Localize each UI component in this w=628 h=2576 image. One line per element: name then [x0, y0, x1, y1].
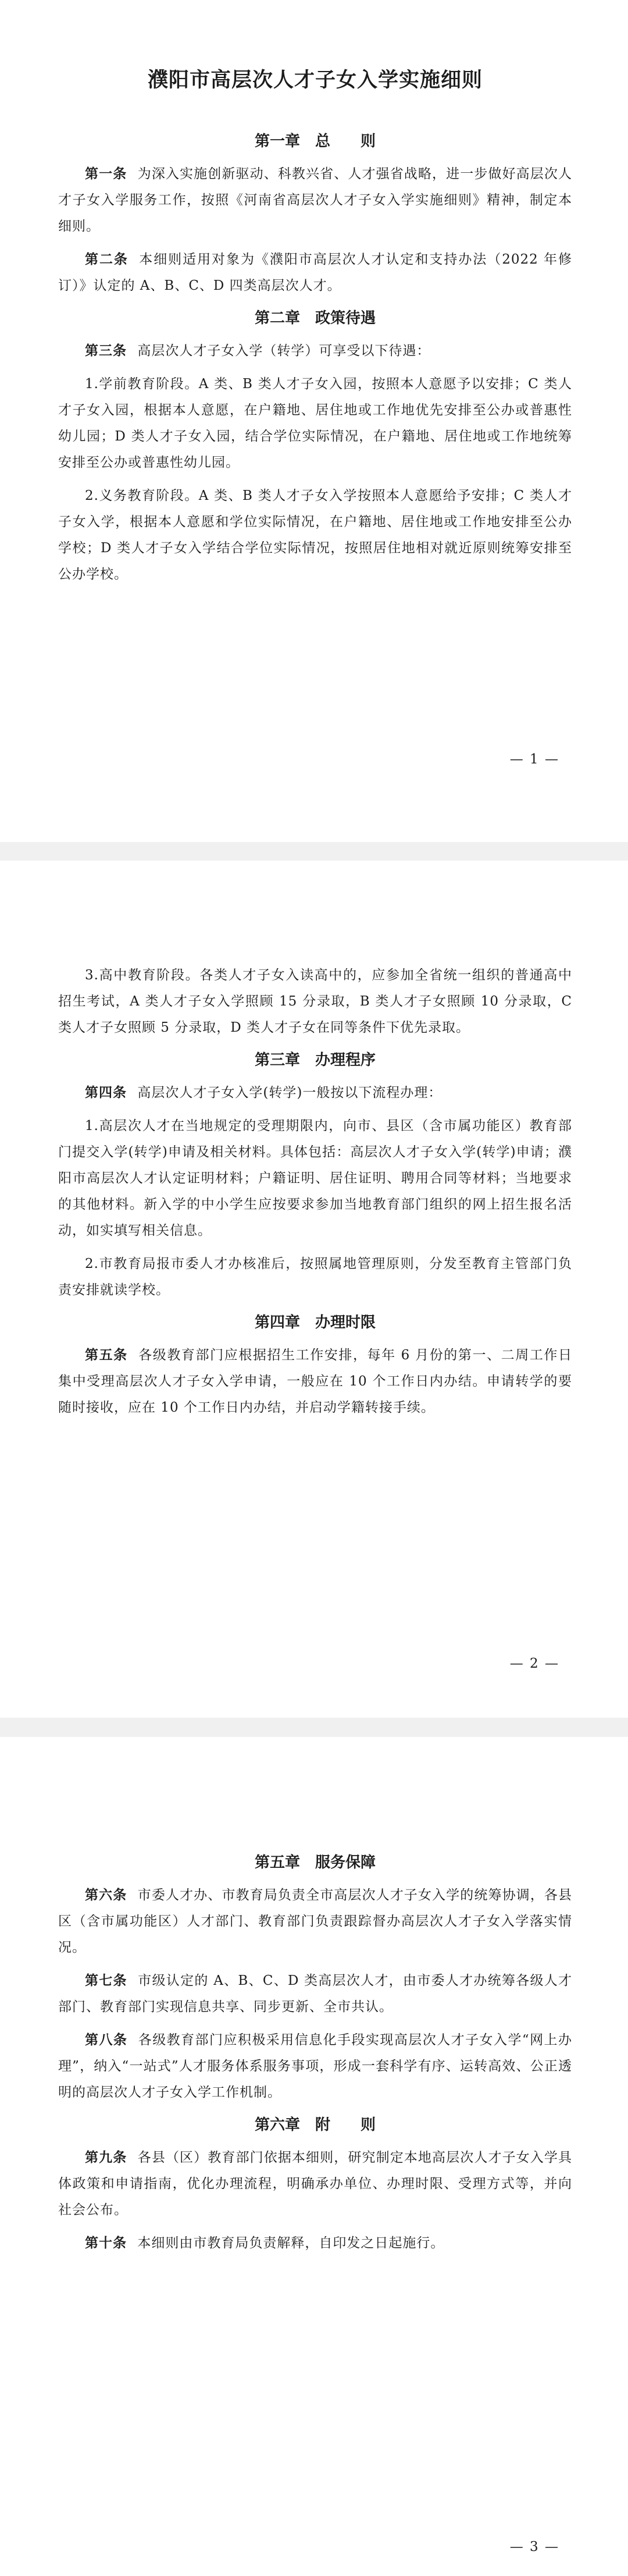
article-paragraph — [58, 1882, 572, 1961]
paragraph-text: 3.高中教育阶段。各类人才子女入读高中的，应参加全省统一组织的普通高中招生考试，A 类人才子女入学照顾 15 分录取，B 类人才子女照顾 10 分录取，C 类人才子女照顾 5 分录取，D 类人才子女在同等条件下优先录取。 — [58, 968, 572, 1035]
page-number: — 3 — — [509, 2539, 559, 2554]
document-title: 濮阳市高层次人才子女入学实施细则 — [147, 69, 483, 92]
chapter-heading: 第四章 办理时限 — [254, 1314, 376, 1331]
article-label: 第六条 — [85, 1888, 127, 1903]
paragraph-text: 1.高层次人才在当地规定的受理期限内，向市、县区（含市属功能区）教育部门提交入学(转学)申请及相关材料。具体包括：高层次人才子女入学(转学)申请；濮阳市高层次人才认定证明材料；户籍证明、居住证明、聘用合同等材料；当地要求的其他材料。新入学的中小学生应按要求参加当地教育部门组织的网上招生报名活动，如实填写相关信息。 — [58, 1118, 572, 1238]
page-number: — 1 — — [509, 752, 559, 767]
chapter-heading: 第六章 附 则 — [254, 2116, 376, 2134]
page-content — [58, 1850, 572, 2257]
article-paragraph — [58, 338, 572, 364]
paragraph-text: 市级认定的 A、B、C、D 类高层次人才，由市委人才办统筹各级人才部门、教育部门实现信息共享、同步更新、全市共认。 — [58, 1973, 572, 2014]
page-content — [58, 129, 572, 588]
paragraph-text: 1.学前教育阶段。A 类、B 类人才子女入园，按照本人意愿予以安排；C 类人才子女入园，根据本人意愿，在户籍地、居住地或工作地优先安排至公办或普惠性幼儿园；D 类人才子女入园，结合学位实际情况，在户籍地、居住地或工作地统筹安排至公办或普惠性幼儿园。 — [58, 376, 572, 470]
paragraph-text: 为深入实施创新驱动、科教兴省、人才强省战略，进一步做好高层次人才子女入学服务工作，按照《河南省高层次人才子女入学实施细则》精神，制定本细则。 — [58, 166, 572, 234]
paragraph-text: 各级教育部门应根据招生工作安排，每年 6 月份的第一、二周工作日集中受理高层次人才子女入学申请，一般应在 10 个工作日内办结。申请转学的要随时接收，应在 10 个工作日内办结，并启动学籍转接手续。 — [58, 1348, 572, 1415]
paragraph-text: 2.市教育局报市委人才办核准后，按照属地管理原则，分发至教育主管部门负责安排就读学校。 — [58, 1256, 572, 1298]
paragraph — [58, 371, 572, 476]
article-label: 第二条 — [85, 252, 129, 267]
page-number: — 2 — — [509, 1656, 559, 1671]
article-paragraph — [58, 2230, 572, 2257]
article-label: 第五条 — [85, 1348, 128, 1363]
chapter-heading: 第二章 政策待遇 — [254, 310, 376, 327]
article-label: 第四条 — [85, 1085, 127, 1100]
paragraph — [58, 483, 572, 588]
article-label: 第七条 — [85, 1973, 127, 1988]
page-content — [58, 962, 572, 1421]
paragraph-text: 高层次人才子女入学(转学)一般按以下流程办理： — [137, 1085, 443, 1100]
article-label: 第八条 — [85, 2033, 128, 2048]
article-paragraph — [58, 1342, 572, 1421]
paragraph-text: 2.义务教育阶段。A 类、B 类人才子女入学按照本人意愿给予安排；C 类人才子女入学，根据本人意愿和学位实际情况，在户籍地、居住地或工作地安排至公办学校；D 类人才子女入学结合学位实际情况，按照居住地相对就近原则统筹安排至公办学校。 — [58, 488, 572, 582]
document-page-2 — [0, 861, 628, 1718]
article-paragraph — [58, 1080, 572, 1106]
paragraph-text: 高层次人才子女入学（转学）可享受以下待遇： — [137, 343, 431, 358]
article-label: 第三条 — [85, 343, 127, 358]
article-label: 第十条 — [85, 2236, 127, 2251]
paragraph-text: 本细则适用对象为《濮阳市高层次人才认定和支持办法（2022 年修订）》认定的 A、B、C、D 四类高层次人才。 — [58, 252, 572, 293]
paragraph-text: 本细则由市教育局负责解释，自印发之日起施行。 — [137, 2236, 445, 2251]
article-paragraph — [58, 161, 572, 240]
chapter-heading: 第五章 服务保障 — [254, 1854, 376, 1871]
paragraph-text: 各县（区）教育部门依据本细则，研究制定本地高层次人才子女入学具体政策和申请指南，优化办理流程，明确承办单位、办理时限、受理方式等，并向社会公布。 — [58, 2150, 572, 2218]
chapter-heading: 第三章 办理程序 — [254, 1051, 376, 1069]
paragraph — [58, 962, 572, 1041]
document-page-3 — [0, 1737, 628, 2576]
chapter-heading: 第一章 总 则 — [254, 133, 376, 150]
article-paragraph — [58, 247, 572, 299]
article-paragraph — [58, 2145, 572, 2223]
document-page-1 — [0, 0, 628, 842]
paragraph-text: 市委人才办、市教育局负责全市高层次人才子女入学的统筹协调，各县区（含市属功能区）人才部门、教育部门负责跟踪督办高层次人才子女入学落实情况。 — [58, 1888, 572, 1955]
article-paragraph — [58, 1968, 572, 2020]
paragraph — [58, 1251, 572, 1303]
article-paragraph — [58, 2027, 572, 2106]
article-label: 第一条 — [85, 166, 127, 182]
article-label: 第九条 — [85, 2150, 127, 2165]
paragraph — [58, 1113, 572, 1244]
paragraph-text: 各级教育部门应积极采用信息化手段实现高层次人才子女入学“网上办理”，纳入“一站式”人才服务体系服务事项，形成一套科学有序、运转高效、公正透明的高层次人才子女入学工作机制。 — [58, 2033, 573, 2100]
